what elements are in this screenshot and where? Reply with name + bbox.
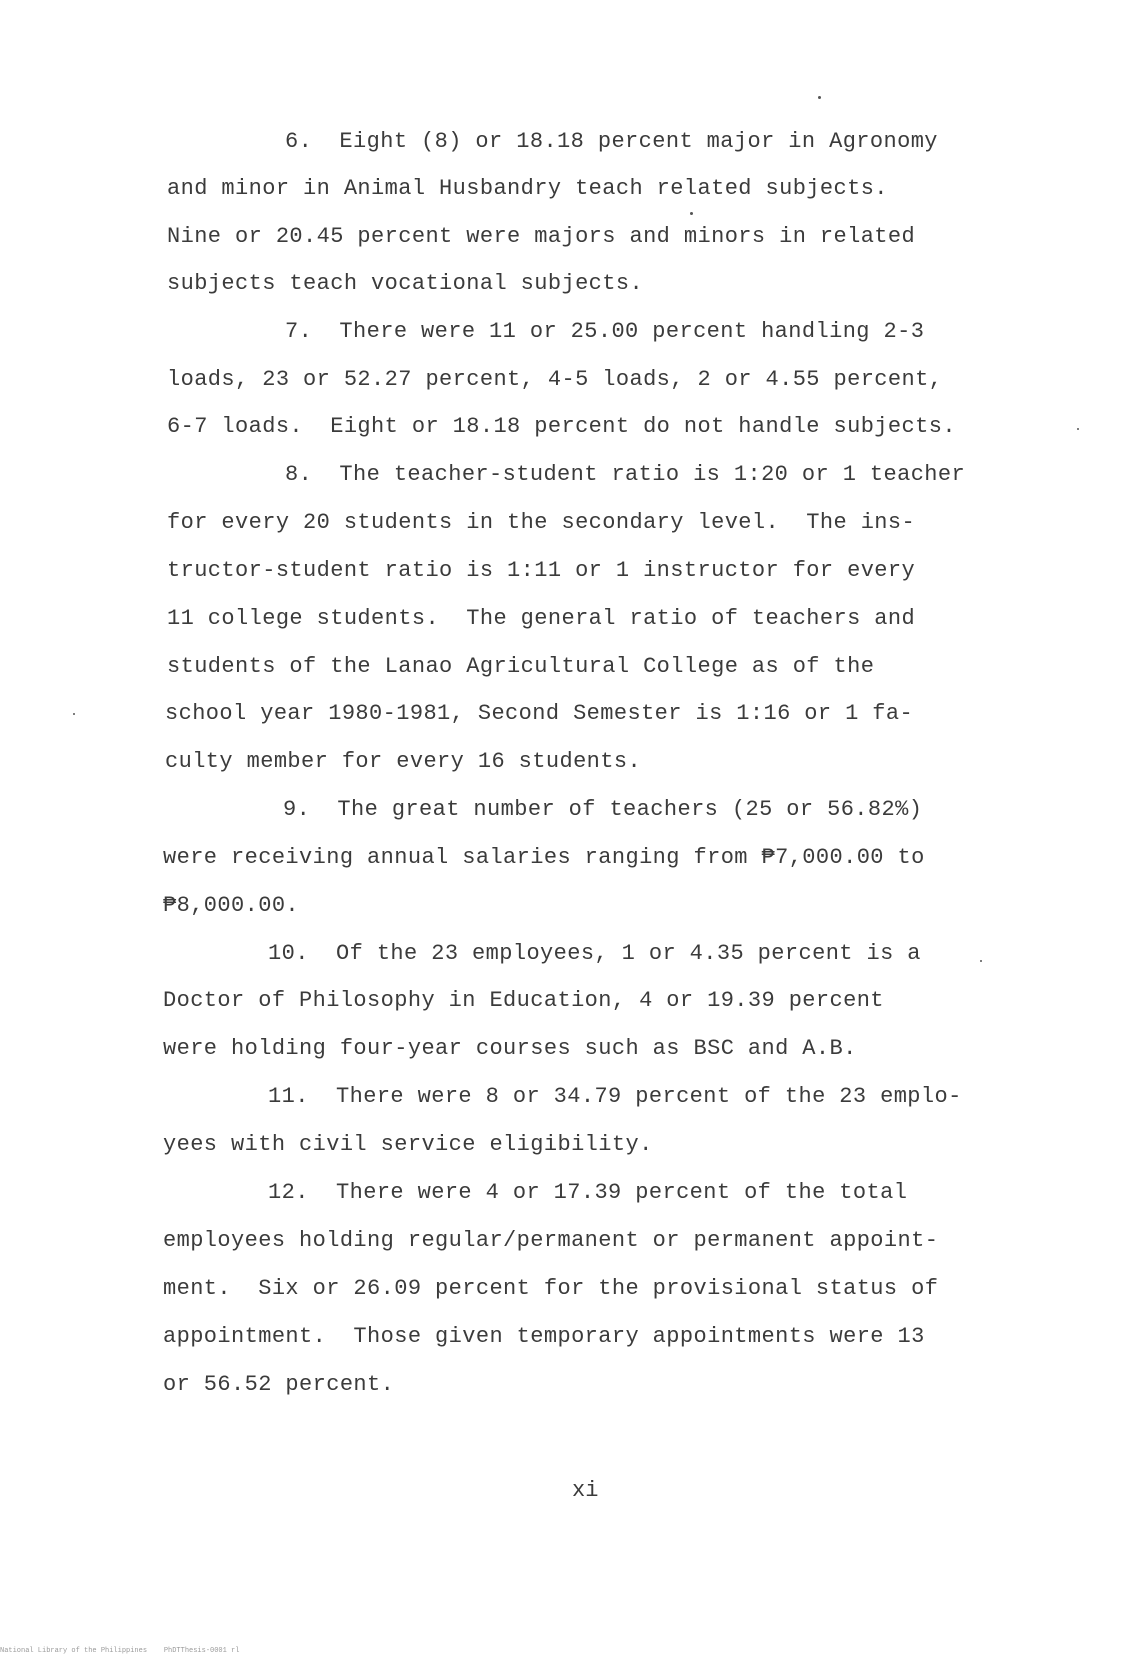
text-line: school year 1980-1981, Second Semester is 1:16 or 1 fa- [165, 701, 914, 726]
text-line: 7. There were 11 or 25.00 percent handling 2-3 [285, 319, 925, 344]
text-line: ₱8,000.00. [163, 893, 300, 918]
text-line: yees with civil service eligibility. [163, 1132, 653, 1157]
scan-speck [690, 212, 693, 215]
text-line: 12. There were 4 or 17.39 percent of the total [268, 1180, 908, 1205]
text-line: 8. The teacher-student ratio is 1:20 or 1 teacher [285, 462, 966, 487]
text-line: tructor-student ratio is 1:11 or 1 instructor for every [167, 558, 916, 583]
text-line: 9. The great number of teachers (25 or 56.82%) [283, 797, 923, 822]
text-line: were holding four-year courses such as BSC and A.B. [163, 1036, 857, 1061]
text-line: were receiving annual salaries ranging from ₱7,000.00 to [163, 845, 925, 870]
text-line: Doctor of Philosophy in Education, 4 or 19.39 percent [163, 988, 884, 1013]
scan-speck [1077, 428, 1079, 430]
text-line: subjects teach vocational subjects. [167, 271, 644, 296]
text-line: or 56.52 percent. [163, 1372, 395, 1397]
text-line: and minor in Animal Husbandry teach related subjects. [167, 176, 888, 201]
text-line: culty member for every 16 students. [165, 749, 642, 774]
text-line: 11 college students. The general ratio of teachers and [167, 606, 916, 631]
text-line: loads, 23 or 52.27 percent, 4-5 loads, 2 or 4.55 percent, [167, 367, 943, 392]
text-line: ment. Six or 26.09 percent for the provisional status of [163, 1276, 939, 1301]
page-number: xi [572, 1478, 599, 1503]
scan-speck [980, 960, 982, 962]
text-line: 6-7 loads. Eight or 18.18 percent do not handle subjects. [167, 414, 956, 439]
scan-speck [73, 713, 75, 715]
text-line: students of the Lanao Agricultural College as of the [167, 654, 875, 679]
scan-speck [818, 96, 821, 99]
text-line: 11. There were 8 or 34.79 percent of the 23 emplo- [268, 1084, 962, 1109]
text-line: for every 20 students in the secondary level. The ins- [167, 510, 916, 535]
text-line: 6. Eight (8) or 18.18 percent major in Agronomy [285, 129, 938, 154]
scan-footer: National Library of the Philippines PhDTThesis-0001 rl [0, 1647, 240, 1655]
text-line: employees holding regular/permanent or permanent appoint- [163, 1228, 939, 1253]
text-line: appointment. Those given temporary appointments were 13 [163, 1324, 925, 1349]
text-line: Nine or 20.45 percent were majors and minors in related [167, 224, 916, 249]
text-line: 10. Of the 23 employees, 1 or 4.35 percent is a [268, 941, 921, 966]
